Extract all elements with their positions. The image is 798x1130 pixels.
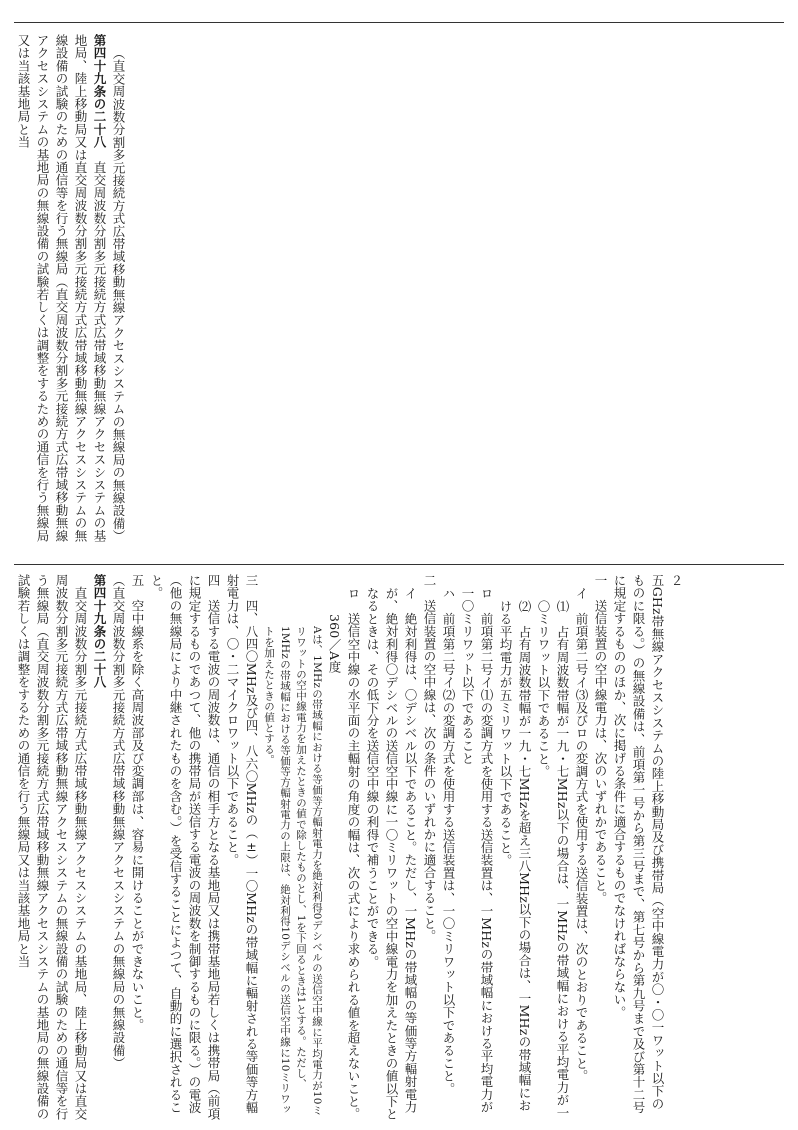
top-section — [14, 34, 784, 552]
bottom-line: 四 送信する電波の周波数は、通信の相手方となる基地局又は携帯基地局若しくは携帯局（前項に規定するものであつて、他の携帯局が送信する電波の周波数を制御するものに限る。）の電波（他の無線局により中継されたものを含む。）を受信することによつて、自動的に選択されること。 — [149, 574, 221, 1121]
bottom-line: 二 送信装置の空中線は、次の条件のいずれかに適合すること。 — [422, 574, 437, 943]
middle-rule — [14, 564, 784, 565]
bottom-line: ロ 送信空中線の水平面の主輻射の角度の幅は、次の式により求められる値を超えないこと。 — [346, 587, 361, 1121]
bottom-line: 五 空中線系を除く高周波部及び変調部は、容易に開けることができないこと。 — [130, 574, 145, 1032]
bottom-line: ハ 前項第二号イ⑵の変調方式を使用する送信装置は、一〇ミリワット以下であること。 — [441, 587, 456, 1095]
bottom-text-block — [14, 574, 686, 1122]
top-rule — [14, 22, 784, 23]
bottom-line: イ 絶対利得は、〇デシベル以下であること。ただし、一MHzの帯域幅の等価等方輻射電力が、絶対利得〇デシベルの送信空中線に一〇ミリワットの空中線電力を加えたときの値以下となるときは、その低下分を送信空中線の利得で補うことができる。 — [365, 587, 418, 1121]
bottom-line: ⑵ 占有周波数帯幅が一九・七MHzを超え三八MHz以下の場合は、一MHzの帯域幅における平均電力が五ミリワット以下であること。 — [498, 600, 532, 1112]
bottom-line: 第四十九条の二十八 — [92, 574, 107, 689]
bottom-line: （直交周波数分割多元接続方式広帯域移動無線アクセスシステムの無線局の無線設備） — [111, 574, 126, 1070]
bottom-line: Aは、1MHzの帯域幅における等価等方輻射電力を絶対利得0デシベルの送信空中線に平均電力が10ミリワットの空中線電力を加えたときの値で除したものとし、1を下回るときは1とする。ただし、1MHzの帯域幅における等価等方輻射電力の上限は、絶対利得10デシベルの送信空中線に10ミリワットを加えたときの値とする。 — [263, 626, 323, 1116]
bottom-line: イ 前項第二号イ⑶及びロの変調方式を使用する送信装置は、次のとおりであること。 — [574, 587, 589, 1083]
bottom-line: ２ — [669, 574, 684, 587]
top-caption: （直交周波数分割多元接続方式広帯域移動無線アクセスシステムの無線局の無線設備） — [111, 47, 126, 543]
top-text-block — [14, 34, 128, 552]
top-article-number: 第四十九条の二十八 — [92, 34, 107, 149]
bottom-line: 360／A度 — [327, 614, 342, 674]
top-article-body: 直交周波数分割多元接続方式広帯域移動無線アクセスシステムの基地局、陸上移動局又は直交周波数分割多元接続方式広帯域移動無線アクセスシステムの無線設備の試験のための通信等を行う無線局（直交周波数分割多元接続方式広帯域移動無線アクセスシステムの基地局の無線設備の試験若しくは調整をするための通信を行う無線局又は当該基地局と当 — [16, 34, 107, 543]
bottom-line: 三 四、八四〇MHz及び四、八六〇MHzの（±）一〇MHzの帯域幅に輻射される等価等方輻射電力は、〇・二マイクロワット以下であること。 — [225, 574, 259, 1114]
bottom-line: ⑴ 占有周波数帯幅が一九・七MHz以下の場合は、一MHzの帯域幅における平均電力が一〇ミリワット以下であること。 — [536, 600, 570, 1119]
top-article — [14, 34, 109, 552]
bottom-line: 直交周波数分割多元接続方式広帯域移動無線アクセスシステムの基地局、陸上移動局又は直交周波数分割多元接続方式広帯域移動無線アクセスシステムの無線設備の試験のための通信等を行う無線局（直交周波数分割多元接続方式広帯域移動無線アクセスシステムの基地局の無線設備の試験若しくは調整をするための通信を行う無線局又は当該基地局と当 — [16, 574, 88, 1121]
bottom-section — [14, 574, 784, 1122]
bottom-line: 五GHz帯無線アクセスシステムの陸上移動局及び携帯局（空中線電力が〇・〇一ワット以下のものに限る。）の無線設備は、前項第一号から第三号まで、第七号から第九号まで及び第十二号に規定するもののほか、次に掲げる条件に適合するものでなければならない。 — [612, 574, 665, 1114]
bottom-line: 一 送信装置の空中線電力は、次のいずれかであること。 — [593, 574, 608, 905]
bottom-line: ロ 前項第二号イ⑴の変調方式を使用する送信装置は、一MHzの帯域幅における平均電力が一〇ミリワット以下であること — [460, 587, 494, 1114]
